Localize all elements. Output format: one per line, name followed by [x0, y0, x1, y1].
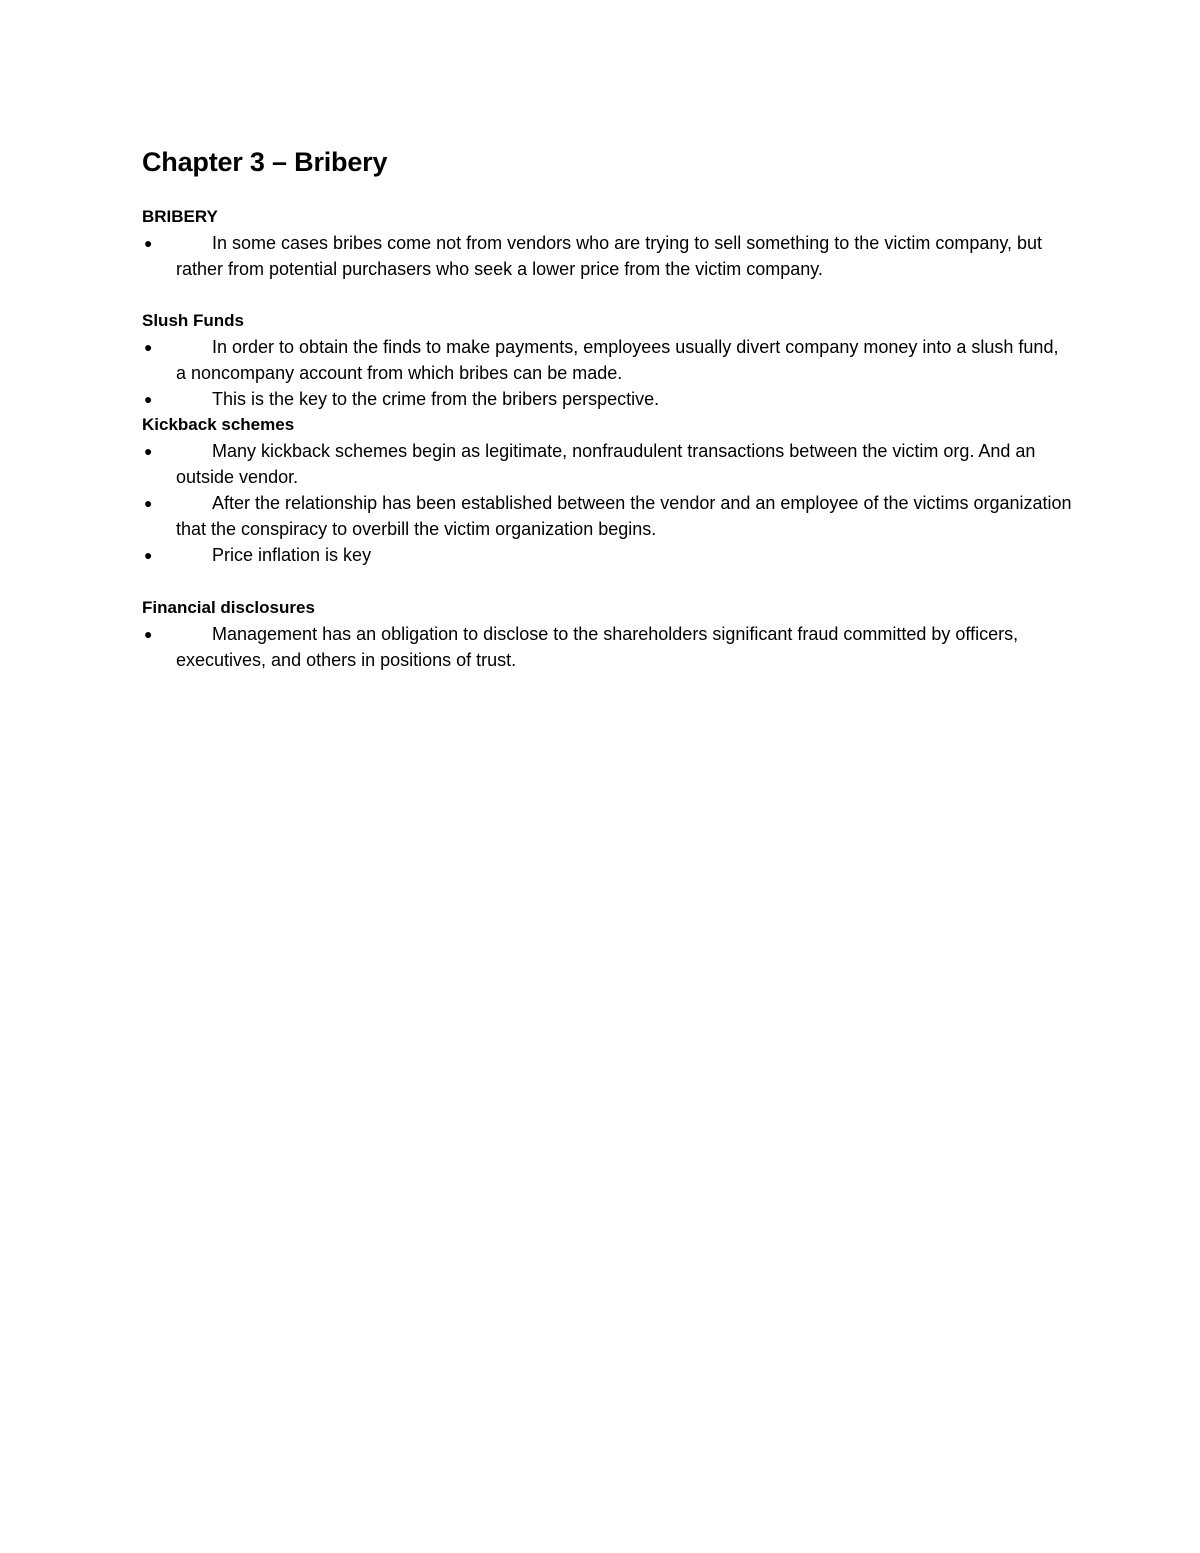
list-item: [142, 490, 1072, 542]
bullet-icon: ●: [144, 235, 153, 251]
section-heading-financial-disclosures: Financial disclosures: [142, 598, 315, 617]
document-content: [142, 140, 1072, 673]
bullet-list-bribery: [142, 230, 1072, 282]
list-item: [142, 438, 1072, 490]
bullet-icon: ●: [144, 339, 153, 355]
list-item: [142, 621, 1072, 673]
list-item-text: In some cases bribes come not from vendors who are trying to sell something to the victim company, but rather from potential purchasers who seek a lower price from the victim company.: [176, 233, 1043, 279]
bullet-list-financial-disclosures: [142, 621, 1072, 673]
section-financial-disclosures: [142, 595, 1072, 673]
bullet-list-slush-funds: [142, 334, 1072, 412]
section-slush-funds: [142, 308, 1072, 412]
bullet-icon: ●: [144, 626, 153, 642]
list-item-text: Price inflation is key: [212, 545, 372, 565]
list-item-text: Management has an obligation to disclose to the shareholders significant fraud committed by officers, executives, and others in positions of trust.: [176, 624, 1019, 670]
section-heading-bribery: BRIBERY: [142, 207, 218, 226]
bullet-list-kickback-schemes: [142, 438, 1072, 568]
page-title: Chapter 3 – Bribery: [142, 147, 388, 177]
list-item-text: This is the key to the crime from the bribers perspective.: [212, 389, 660, 409]
list-item-text: Many kickback schemes begin as legitimate, nonfraudulent transactions between the victim org. And an outside vendor.: [176, 441, 1036, 487]
list-item: [142, 386, 1072, 412]
list-item: [142, 334, 1072, 386]
bullet-icon: ●: [144, 547, 153, 563]
list-item: [142, 542, 1072, 568]
section-bribery: [142, 204, 1072, 282]
bullet-icon: ●: [144, 391, 153, 407]
list-item-text: After the relationship has been established between the vendor and an employee of the victims organization that the conspiracy to overbill the victim organization begins.: [176, 493, 1072, 539]
section-heading-kickback-schemes: Kickback schemes: [142, 415, 295, 434]
list-item: [142, 230, 1072, 282]
section-kickback-schemes: [142, 412, 1072, 568]
section-heading-slush-funds: Slush Funds: [142, 311, 244, 330]
list-item-text: In order to obtain the finds to make payments, employees usually divert company money into a slush fund, a noncompany account from which bribes can be made.: [176, 337, 1059, 383]
bullet-icon: ●: [144, 443, 153, 459]
bullet-icon: ●: [144, 495, 153, 511]
